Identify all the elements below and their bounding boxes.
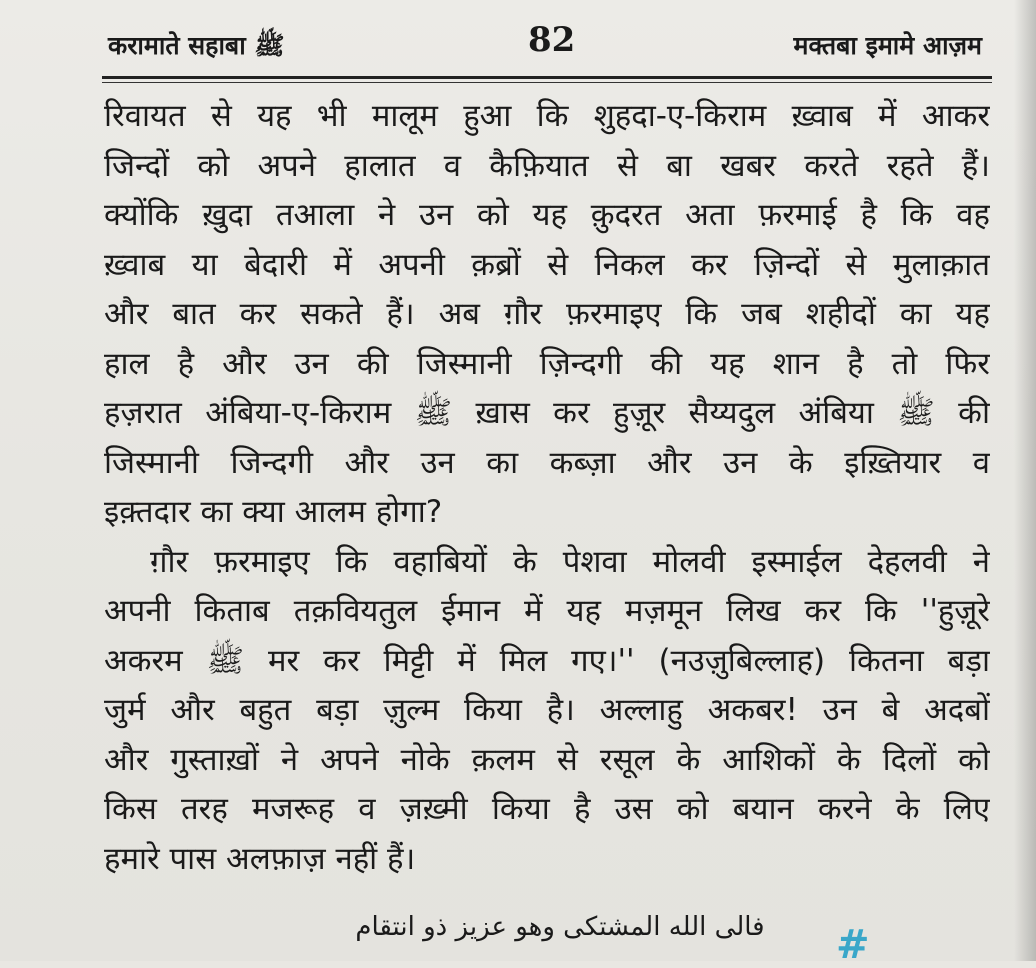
text-line: ग़ौर फ़रमाइए कि वहाबियों के पेशवा मोलवी इस्माईल देहलवी ने (150, 543, 990, 580)
text-line: और गुस्ताख़ों ने अपने नोके क़लम से रसूल के आशिकों के दिलों को (104, 741, 990, 778)
page-number: 82 (528, 20, 576, 60)
header-publisher: मक्तबा इमामे आज़म (793, 31, 982, 60)
text-line: जिस्मानी जिन्दगी और उन का कब्ज़ा और उन के इख़्तियार व (104, 444, 990, 481)
text-line: हज़रात अंबिया-ए-किराम ﷺ ख़ास कर हुज़ूर सैय्यदुल अंबिया ﷺ की (104, 395, 990, 431)
text-line: रिवायत से यह भी मालूम हुआ कि शुहदा-ए-किराम ख़्वाब में आकर (104, 98, 990, 134)
text-line: और बात कर सकते हैं। अब ग़ौर फ़रमाइए कि जब शहीदों का यह (104, 296, 990, 332)
body-text (104, 92, 990, 884)
footer-arabic-verse: فالی الله المشتکی وھو عزیز ذو انتقام (355, 912, 765, 942)
text-line: इक़्तदार का क्या आलम होगा? (104, 494, 443, 530)
text-line: अकरम ﷺ मर कर मिट्टी में मिल गए।'' (नउज़ुबिल्लाह) कितना बड़ा (104, 642, 990, 679)
text-line: जिन्दों को अपने हालात व कैफ़ियात से बा खबर करते रहते हैं। (104, 147, 990, 184)
header-divider-thick (102, 76, 992, 79)
header-book-title: करामाते सहाबा ﷺ (108, 31, 285, 60)
page-header (108, 20, 988, 70)
text-line: जुर्म और बहुत बड़ा ज़ुल्म किया है। अल्लाहु अकबर! उन बे अदबों (104, 692, 990, 728)
pen-mark-icon: # (836, 922, 870, 968)
text-line: हाल है और उन की जिस्मानी ज़िन्दगी की यह शान है तो फिर (104, 345, 990, 382)
text-line: अपनी किताब तक़वियतुल ईमान में यह मज़मून लिख कर कि ''हुज़ूरे (104, 593, 990, 629)
text-line: क्योंकि ख़ुदा तआला ने उन को यह क़ुदरत अता फ़रमाई है कि वह (104, 197, 990, 233)
page-edge-shadow (1014, 0, 1036, 961)
text-line: किस तरह मजरूह व ज़ख़्मी किया है उस को बयान करने के लिए (104, 791, 990, 827)
text-line: हमारे पास अलफ़ाज़ नहीं हैं। (104, 840, 416, 877)
header-divider-thin (102, 82, 992, 83)
text-line: ख़्वाब या बेदारी में अपनी क़ब्रों से निकल कर ज़िन्दों से मुलाक़ात (104, 246, 990, 283)
